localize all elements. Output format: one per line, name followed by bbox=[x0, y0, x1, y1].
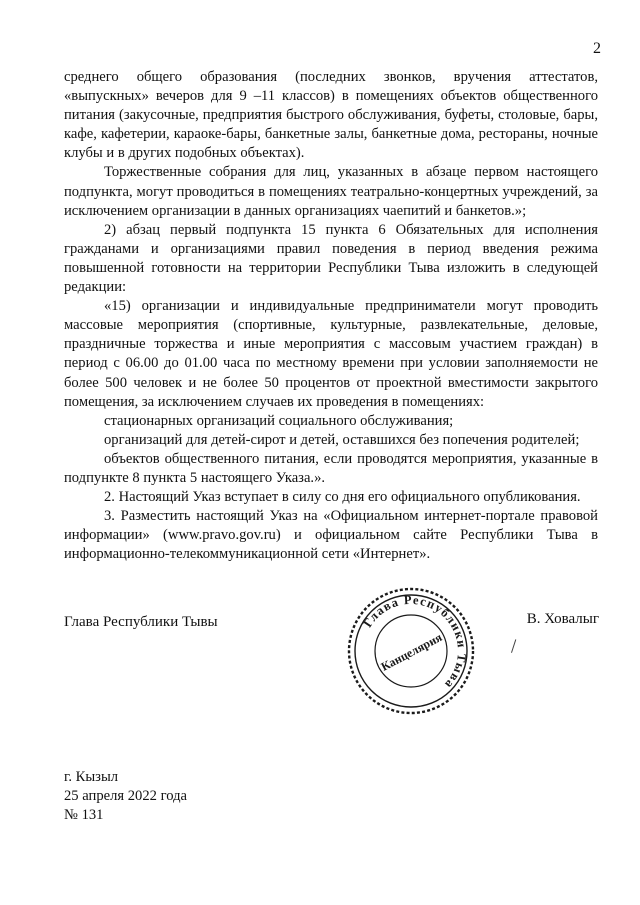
svg-text:Канцелярия: Канцелярия bbox=[378, 629, 445, 674]
footer-city: г. Кызыл bbox=[64, 769, 119, 785]
footer-date: 25 апреля 2022 года bbox=[64, 788, 187, 804]
paragraph-amendment-2: 2) абзац первый подпункта 15 пункта 6 Обязательных для исполнения гражданами и организациями правил поведения в период введения режима повышенной готовности на территории Республики Тыва изложить в следующей редакции: bbox=[64, 221, 598, 296]
paragraph-new-subpoint-15: «15) организации и индивидуальные предприниматели могут проводить массовые мероприятия (спортивные, культурные, развлекательные, деловые, праздничные торжества и иные мероприятия с массовым участием граждан) в период с 06.00 до 01.00 часа по местному времени при условии заполняемости не более 500 человек и не более 50 процентов от проектной вместимости закрытого помещения, за исключением случаев их проведения в помещениях: bbox=[64, 298, 598, 410]
paragraph-list-item-social: стационарных организаций социального обслуживания; bbox=[104, 412, 454, 429]
signature-name: В. Ховалыг bbox=[526, 611, 599, 627]
official-stamp bbox=[346, 586, 476, 716]
footer-number: № 131 bbox=[64, 807, 104, 823]
page-number: 2 bbox=[593, 40, 601, 57]
document-body bbox=[64, 68, 598, 564]
pen-mark bbox=[511, 639, 522, 654]
paragraph-ceremonial-meetings: Торжественные собрания для лиц, указанных в абзаце первом настоящего подпункта, могут проводиться в помещениях театрально-концертных учреждений, за исключением организации в данных организациях чаепитий и банкетов.»; bbox=[64, 164, 598, 219]
paragraph-continuation: среднего общего образования (последних звонков, вручения аттестатов, «выпускных» вечеров для 9 –11 классов) в помещениях объектов общественного питания (закусочные, предприятия быстрого обслуживания, буфеты, столовые, бары, кафе, кафетерии, караоке-бары, банкетные залы, банкетные дома, рестораны, ночные клубы и в других подобных объектах). bbox=[64, 69, 598, 162]
paragraph-list-item-orphans: организаций для детей-сирот и детей, оставшихся без попечения родителей; bbox=[104, 431, 580, 448]
paragraph-entry-into-force: 2. Настоящий Указ вступает в силу со дня его официального опубликования. bbox=[104, 489, 581, 506]
document-footer bbox=[64, 768, 187, 825]
paragraph-list-item-catering: объектов общественного питания, если проводятся мероприятия, указанные в подпункте 8 пункта 5 настоящего Указа.». bbox=[64, 450, 598, 486]
stamp-seal-graphic bbox=[346, 586, 476, 716]
paragraph-publication: 3. Разместить настоящий Указ на «Официальном интернет-портале правовой информации» (www.pravo.gov.ru) и официальном сайте Республики Тыва в информационно-телекоммуникационной сети «Интернет». bbox=[64, 508, 598, 563]
signature-position: Глава Республики Тывы bbox=[64, 614, 218, 630]
svg-text:Глава Республики Тыва: Глава Республики Тыва bbox=[360, 592, 470, 693]
